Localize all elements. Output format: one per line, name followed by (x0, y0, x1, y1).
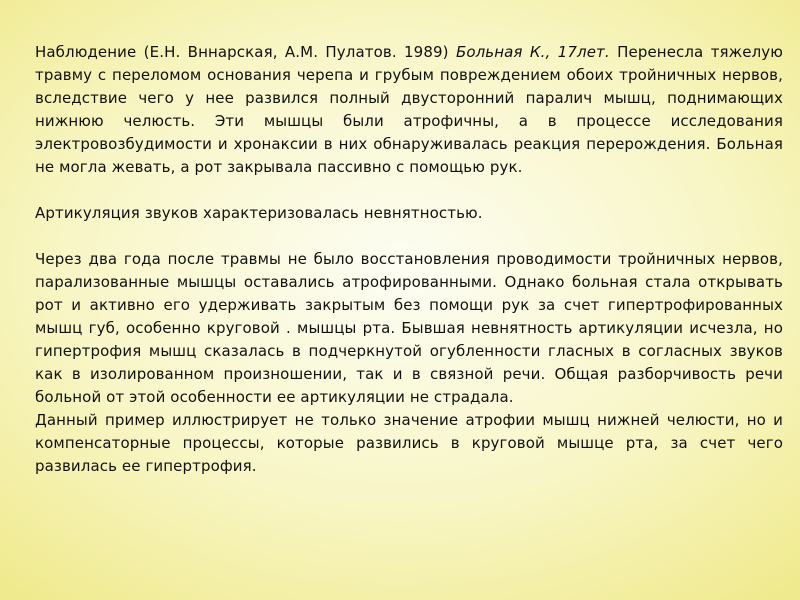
paragraph-two-years: Через два года после травмы не было восстановления проводимости тройничных нервов, парализованные мышцы оставались атрофированными. Однако больная стала открывать рот и активно его удерживать закрытым без помощи рук за счет гипертрофированных мышц губ, особенно круговой . мышцы рта. Бывшая невнятность артикуляции исчезла, но гипертрофия мышц сказалась в подчеркнутой огубленности гласных в согласных звуков как в изолированном произношении, так и в связной речи. Общая разборчивость речи больной от этой особенности ее артикуляции не страдала. (35, 250, 783, 406)
paragraph-conclusion: Данный пример иллюстрирует не только значение атрофии мышц нижней челюсти, но и компенсаторные процессы, которые развились в круговой мышце рта, за счет чего развилась ее гипертрофия. (35, 411, 783, 475)
patient-label: Больная К., 17лет. (455, 43, 610, 61)
slide-text (35, 41, 783, 478)
paragraph-articulation: Артикуляция звуков характеризовалась невнятностью. (35, 204, 483, 222)
observation-text: Перенесла тяжелую травму с переломом основания черепа и грубым повреждением обоих тройничных нервов, вследствие чего у нее развился полный двусторонний паралич мышц, поднимающих нижнюю челюсть. Эти мышцы были атрофичны, а в процессе исследования электровозбудимости и хронаксии в них обнаруживалась реакция перерождения. Больная не могла жевать, а рот закрывала пассивно с помощью рук. (35, 43, 783, 176)
observation-citation: Наблюдение (Е.Н. Вннарская, А.М. Пулатов. 1989) (35, 43, 449, 61)
paragraph-spacer (35, 179, 783, 202)
paragraph-observation (35, 41, 783, 179)
paragraph-spacer (35, 225, 783, 248)
